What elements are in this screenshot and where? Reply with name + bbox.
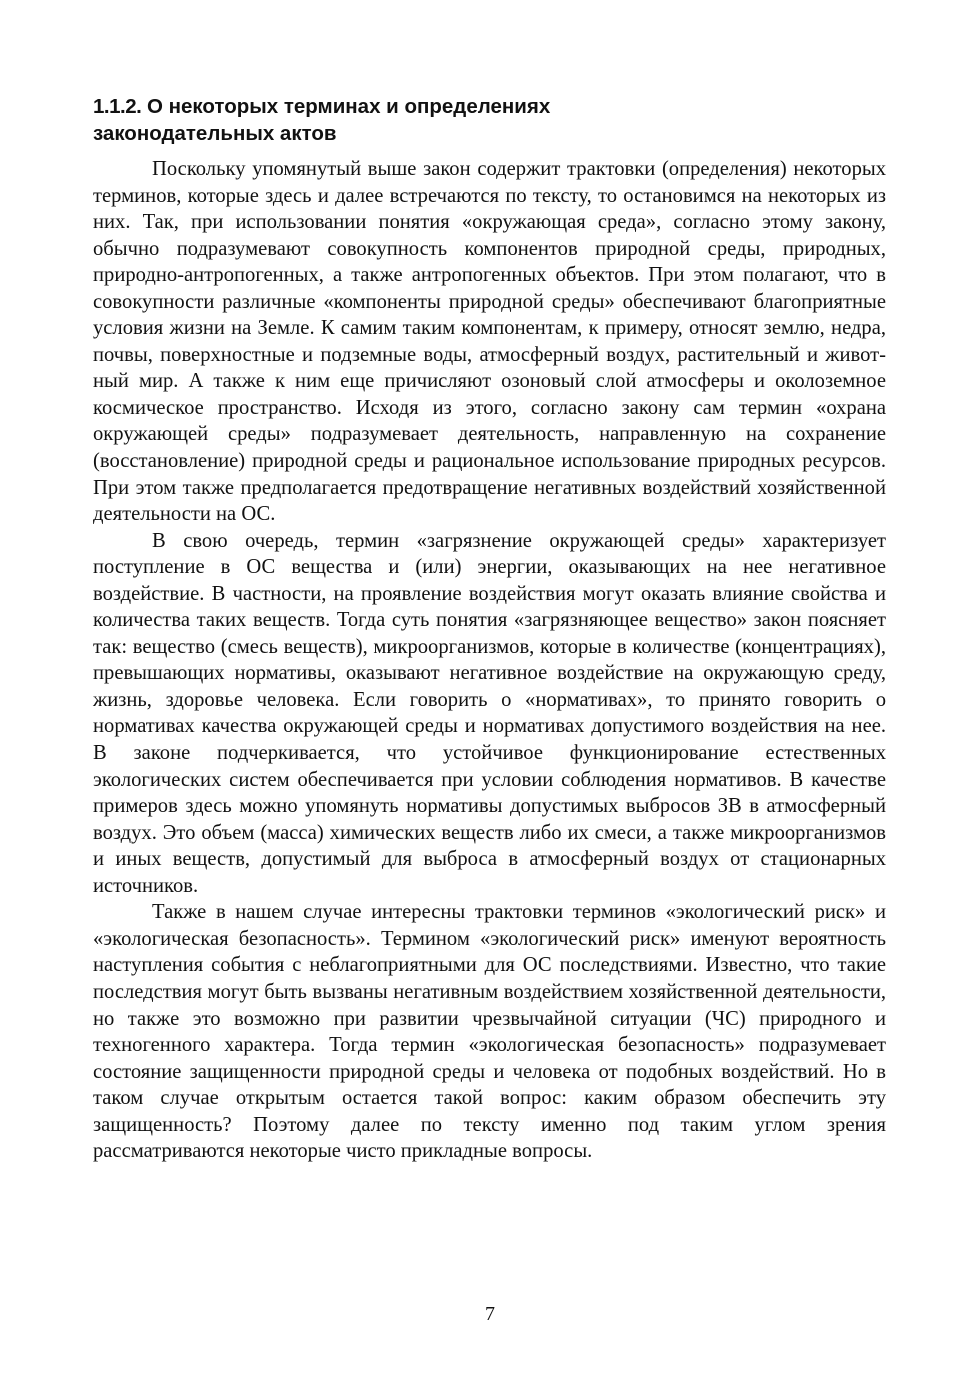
- section-number: 1.1.2.: [93, 95, 142, 118]
- body-text: [93, 156, 886, 1165]
- section-title-line2: законодательных актов: [93, 122, 337, 145]
- page-number: 7: [485, 1303, 495, 1325]
- section-title-line1: О некоторых терминах и определениях: [147, 95, 551, 118]
- paragraph: В свою очередь, термин «загрязнение окружающей среды» характеризует поступление в ОС вещества и (или) энергии, оказывающих на нее негативное воздействие. В частности, на проявление воздействия могут оказать влияние свойства и количества таких веществ. Тогда суть понятия «загрязняющее вещество» закон поясняет так: вещество (смесь веществ), микроорганизмов, которые в количестве (концентрациях), превышающих нормативы, оказывают негативное воздействие на окружающую среду, жизнь, здоровье человека. Если говорить о «нормативах», то принято говорить о нормативах качества окружающей среды и нормативах допустимого воздействия на нее. В законе подчеркивается, что устойчивое функционирование естественных экологических систем обеспечивается при условии соблюдения нормативов. В качестве примеров здесь можно упомянуть нормативы допустимых выбросов ЗВ в атмосферный воздух. Это объем (масса) химических веществ либо их смеси, а также микроорганизмов и иных веществ, допустимый для выброса в атмосферный воздух от стационарных источников.: [93, 529, 886, 897]
- paragraph: Также в нашем случае интересны трактовки терминов «экологический риск» и «экологическая безопасность». Термином «экологический риск» именуют вероятность наступления события с неблагоприятными для ОС последствиями. Известно, что такие последствия могут быть вызваны негативным воздействием хозяйственной деятельности, но также это возможно при развитии чрезвычайной ситуации (ЧС) природного и техногенного характера. Тогда термин «экологическая безопасность» подразумевает состояние защищенности природной среды и человека от подобных воздействий. Но в таком случае открытым остается такой вопрос: каким образом обеспечить эту защищенность? Поэтому далее по тексту именно под таким углом зрения рассматриваются некоторые чисто прикладные вопросы.: [93, 901, 886, 1163]
- paragraph: Поскольку упомянутый выше закон содержит трактовки (определения) некоторых терминов, которые здесь и далее встречаются по тексту, то остановимся на некоторых из них. Так, при использовании понятия «окружающая среда», согласно этому закону, обычно подразумевают совокупность компонентов природной среды, природных, природно-антропогенных, а также антропогенных объектов. При этом полагают, что в совокупности различные «компоненты природной среды» обеспечивают благоприятные условия жизни на Земле. К самим таким компонентам, к примеру, относят землю, недра, почвы, поверхностные и подземные воды, атмосферный воздух, растительный и животный мир. А также к ним еще причисляют озоновый слой атмосферы и околоземное космическое пространство. Исходя из этого, согласно закону сам термин «охрана окружающей среды» подразумевает деятельность, направленную на сохранение (восстановление) природной среды и рациональное использование природных ресурсов. При этом также предполагается предотвращение негативных воздействий хозяйственной деятельности на ОС.: [93, 158, 886, 526]
- section-heading: [93, 93, 853, 147]
